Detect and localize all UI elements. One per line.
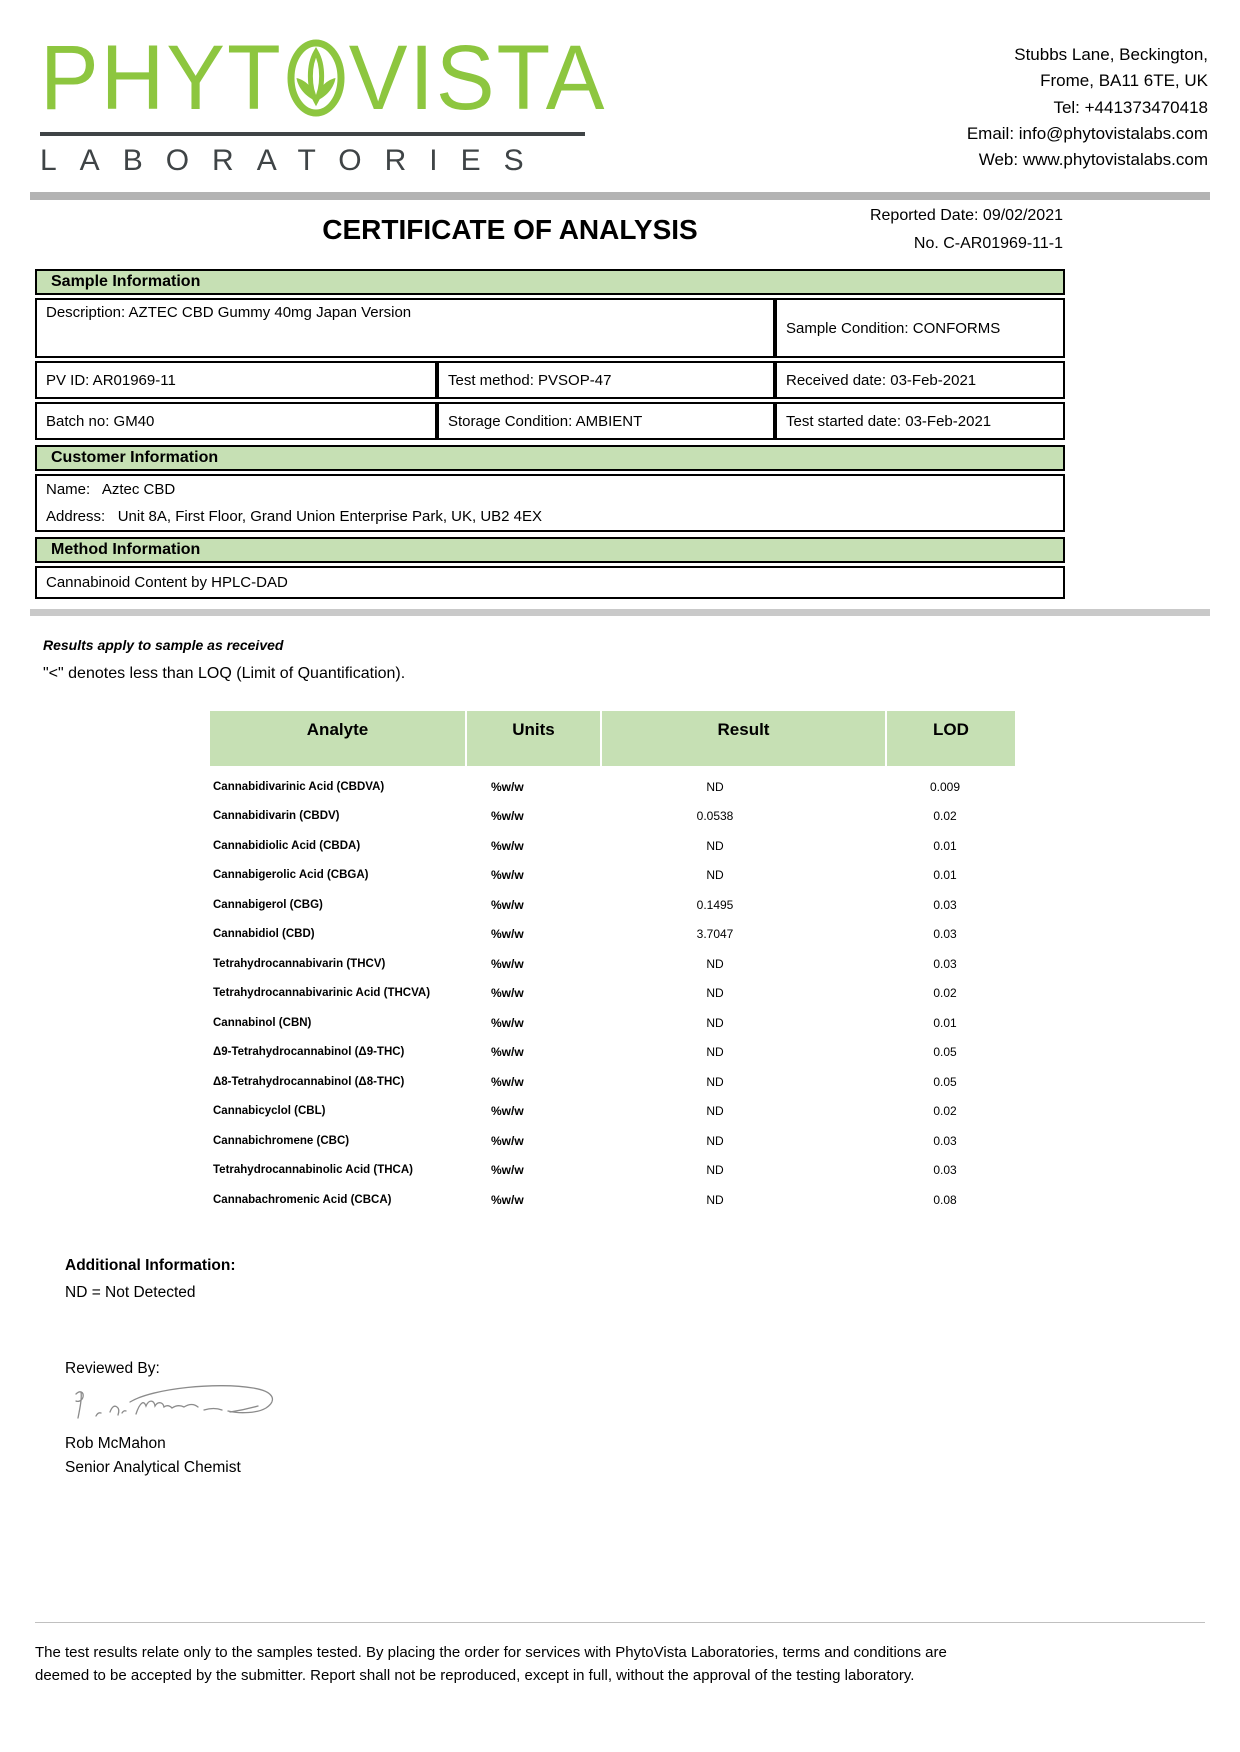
additional-information-title: Additional Information: bbox=[65, 1256, 236, 1274]
analyte-cell: Tetrahydrocannabivarinic Acid (THCVA) bbox=[213, 987, 431, 1000]
lod-cell: 0.02 bbox=[933, 1104, 957, 1119]
contact-address-line2: Frome, BA11 6TE, UK bbox=[1040, 71, 1208, 91]
test-method: Test method: PVSOP-47 bbox=[437, 361, 775, 399]
table-row bbox=[210, 890, 1015, 920]
reviewed-by-label: Reviewed By: bbox=[65, 1359, 160, 1377]
report-meta bbox=[870, 202, 1063, 258]
units-cell: %w/w bbox=[491, 1015, 524, 1030]
lod-cell: 0.01 bbox=[933, 838, 957, 853]
customer-information-box bbox=[35, 474, 1065, 532]
units-cell: %w/w bbox=[491, 1133, 524, 1148]
customer-information-header: Customer Information bbox=[35, 445, 1065, 471]
table-row bbox=[210, 861, 1015, 891]
analyte-cell: Cannabidivarin (CBDV) bbox=[213, 810, 340, 823]
units-cell: %w/w bbox=[491, 1104, 524, 1119]
lod-cell: 0.05 bbox=[933, 1045, 957, 1060]
result-cell: ND bbox=[706, 838, 724, 853]
result-cell: ND bbox=[706, 1133, 724, 1148]
table-row bbox=[210, 802, 1015, 832]
result-cell: ND bbox=[706, 986, 724, 1001]
pv-id: PV ID: AR01969-11 bbox=[35, 361, 437, 399]
col-header-analyte: Analyte bbox=[306, 720, 369, 739]
customer-name: Name: Aztec CBD bbox=[46, 481, 176, 498]
table-row bbox=[210, 1185, 1015, 1215]
col-header-result: Result bbox=[600, 711, 885, 766]
analyte-cell: Tetrahydrocannabinolic Acid (THCA) bbox=[213, 1164, 413, 1177]
lod-cell: 0.01 bbox=[933, 868, 957, 883]
lod-cell: 0.03 bbox=[933, 897, 957, 912]
analyte-cell: Cannabichromene (CBC) bbox=[213, 1134, 350, 1147]
header-divider-bar bbox=[30, 192, 1210, 200]
sample-description: Description: AZTEC CBD Gummy 40mg Japan Version bbox=[35, 298, 775, 358]
col-header-lod: LOD bbox=[885, 711, 1015, 766]
reviewer-role: Senior Analytical Chemist bbox=[65, 1458, 241, 1476]
sample-information-header: Sample Information bbox=[35, 269, 1065, 295]
leaf-icon bbox=[287, 39, 345, 117]
logo-text-pre: PHYT bbox=[40, 26, 283, 129]
results-table bbox=[210, 711, 1015, 1215]
table-row bbox=[210, 1067, 1015, 1097]
analyte-cell: Cannabidivarinic Acid (CBDVA) bbox=[213, 780, 385, 793]
col-header-units: Units bbox=[465, 711, 600, 766]
batch-no: Batch no: GM40 bbox=[35, 402, 437, 440]
lab-contact-block bbox=[967, 34, 1208, 178]
analyte-cell: Δ8-Tetrahydrocannabinol (Δ8-THC) bbox=[213, 1075, 405, 1088]
result-cell: ND bbox=[706, 1163, 724, 1178]
units-cell: %w/w bbox=[491, 779, 524, 794]
contact-address-line1: Stubbs Lane, Beckington, bbox=[1014, 45, 1208, 64]
units-cell: %w/w bbox=[491, 1045, 524, 1060]
result-cell: 3.7047 bbox=[696, 927, 734, 942]
footer-line1: The test results relate only to the samples tested. By placing the order for services with PhytoVista Laboratories, terms and conditions are bbox=[35, 1644, 947, 1661]
table-row bbox=[210, 920, 1015, 950]
lod-cell: 0.02 bbox=[933, 986, 957, 1001]
table-row bbox=[210, 949, 1015, 979]
analyte-cell: Cannabinol (CBN) bbox=[213, 1016, 312, 1029]
table-row bbox=[210, 1038, 1015, 1068]
loq-note: "<" denotes less than LOQ (Limit of Quantification). bbox=[43, 665, 406, 682]
table-row bbox=[210, 831, 1015, 861]
page-title: CERTIFICATE OF ANALYSIS bbox=[322, 214, 698, 245]
signature-image bbox=[68, 1382, 1240, 1433]
units-cell: %w/w bbox=[491, 838, 524, 853]
contact-tel: Tel: +441373470418 bbox=[1053, 97, 1208, 117]
lod-cell: 0.08 bbox=[933, 1192, 957, 1207]
title-row bbox=[0, 200, 1240, 264]
lod-cell: 0.03 bbox=[933, 1163, 957, 1178]
logo-divider bbox=[40, 132, 585, 136]
result-cell: ND bbox=[706, 1045, 724, 1060]
units-cell: %w/w bbox=[491, 868, 524, 883]
logo-text-post: VISTA bbox=[348, 26, 607, 129]
table-row bbox=[210, 979, 1015, 1009]
result-cell: ND bbox=[706, 1015, 724, 1030]
units-cell: %w/w bbox=[491, 1192, 524, 1207]
storage-condition: Storage Condition: AMBIENT bbox=[437, 402, 775, 440]
contact-email: Email: info@phytovistalabs.com bbox=[966, 124, 1208, 144]
results-table-header bbox=[210, 711, 1015, 766]
units-cell: %w/w bbox=[491, 897, 524, 912]
page-header bbox=[0, 0, 1240, 178]
logo-subtext: LABORATORIES bbox=[40, 144, 547, 177]
units-cell: %w/w bbox=[491, 1074, 524, 1089]
analyte-cell: Cannabicyclol (CBL) bbox=[213, 1105, 326, 1118]
received-date: Received date: 03-Feb-2021 bbox=[775, 361, 1065, 399]
analyte-cell: Cannabigerolic Acid (CBGA) bbox=[213, 869, 369, 882]
nd-definition: ND = Not Detected bbox=[65, 1283, 196, 1301]
sample-information-section bbox=[35, 269, 1065, 599]
result-cell: 0.1495 bbox=[696, 897, 734, 912]
analyte-cell: Cannabigerol (CBG) bbox=[213, 898, 323, 911]
result-cell: ND bbox=[706, 779, 724, 794]
lod-cell: 0.009 bbox=[929, 779, 961, 794]
result-cell: ND bbox=[706, 1192, 724, 1207]
table-row bbox=[210, 1126, 1015, 1156]
table-row bbox=[210, 1097, 1015, 1127]
reviewer-name: Rob McMahon bbox=[65, 1434, 166, 1452]
table-row bbox=[210, 772, 1015, 802]
results-apply-note: Results apply to sample as received bbox=[43, 637, 284, 653]
lod-cell: 0.05 bbox=[933, 1074, 957, 1089]
lod-cell: 0.03 bbox=[933, 1133, 957, 1148]
lod-cell: 0.01 bbox=[933, 1015, 957, 1030]
analyte-cell: Cannabidiol (CBD) bbox=[213, 928, 315, 941]
table-row bbox=[210, 1008, 1015, 1038]
result-cell: ND bbox=[706, 1074, 724, 1089]
report-number: No. C-AR01969-11-1 bbox=[913, 235, 1063, 252]
result-cell: ND bbox=[706, 956, 724, 971]
analyte-cell: Cannabidiolic Acid (CBDA) bbox=[213, 839, 361, 852]
footer-line2: deemed to be accepted by the submitter. Report shall not be reproduced, except in full, without the approval of the testing laboratory. bbox=[35, 1667, 915, 1685]
results-table-body bbox=[210, 772, 1015, 1215]
analyte-cell: Tetrahydrocannabivarin (THCV) bbox=[213, 957, 386, 970]
lod-cell: 0.03 bbox=[933, 956, 957, 971]
phytovista-logo bbox=[40, 26, 607, 178]
contact-web: Web: www.phytovistalabs.com bbox=[978, 150, 1208, 170]
units-cell: %w/w bbox=[491, 927, 524, 942]
units-cell: %w/w bbox=[491, 809, 524, 824]
lod-cell: 0.03 bbox=[933, 927, 957, 942]
table-row bbox=[210, 1156, 1015, 1186]
footer-disclaimer bbox=[35, 1622, 1205, 1688]
method-name: Cannabinoid Content by HPLC-DAD bbox=[46, 574, 288, 591]
result-cell: ND bbox=[706, 1104, 724, 1119]
units-cell: %w/w bbox=[491, 986, 524, 1001]
customer-address: Address: Unit 8A, First Floor, Grand Union Enterprise Park, UK, UB2 4EX bbox=[46, 508, 543, 525]
method-information-header: Method Information bbox=[35, 537, 1065, 563]
reported-date: Reported Date: 09/02/2021 bbox=[869, 207, 1063, 224]
analyte-cell: Cannabachromenic Acid (CBCA) bbox=[213, 1193, 392, 1206]
method-information-box bbox=[35, 566, 1065, 599]
section-divider-bar bbox=[30, 609, 1210, 616]
sample-condition: Sample Condition: CONFORMS bbox=[775, 298, 1065, 358]
lod-cell: 0.02 bbox=[933, 809, 957, 824]
result-cell: 0.0538 bbox=[696, 809, 734, 824]
units-cell: %w/w bbox=[491, 1163, 524, 1178]
analyte-cell: Δ9-Tetrahydrocannabinol (Δ9-THC) bbox=[213, 1046, 405, 1059]
result-cell: ND bbox=[706, 868, 724, 883]
test-started-date: Test started date: 03-Feb-2021 bbox=[775, 402, 1065, 440]
units-cell: %w/w bbox=[491, 956, 524, 971]
